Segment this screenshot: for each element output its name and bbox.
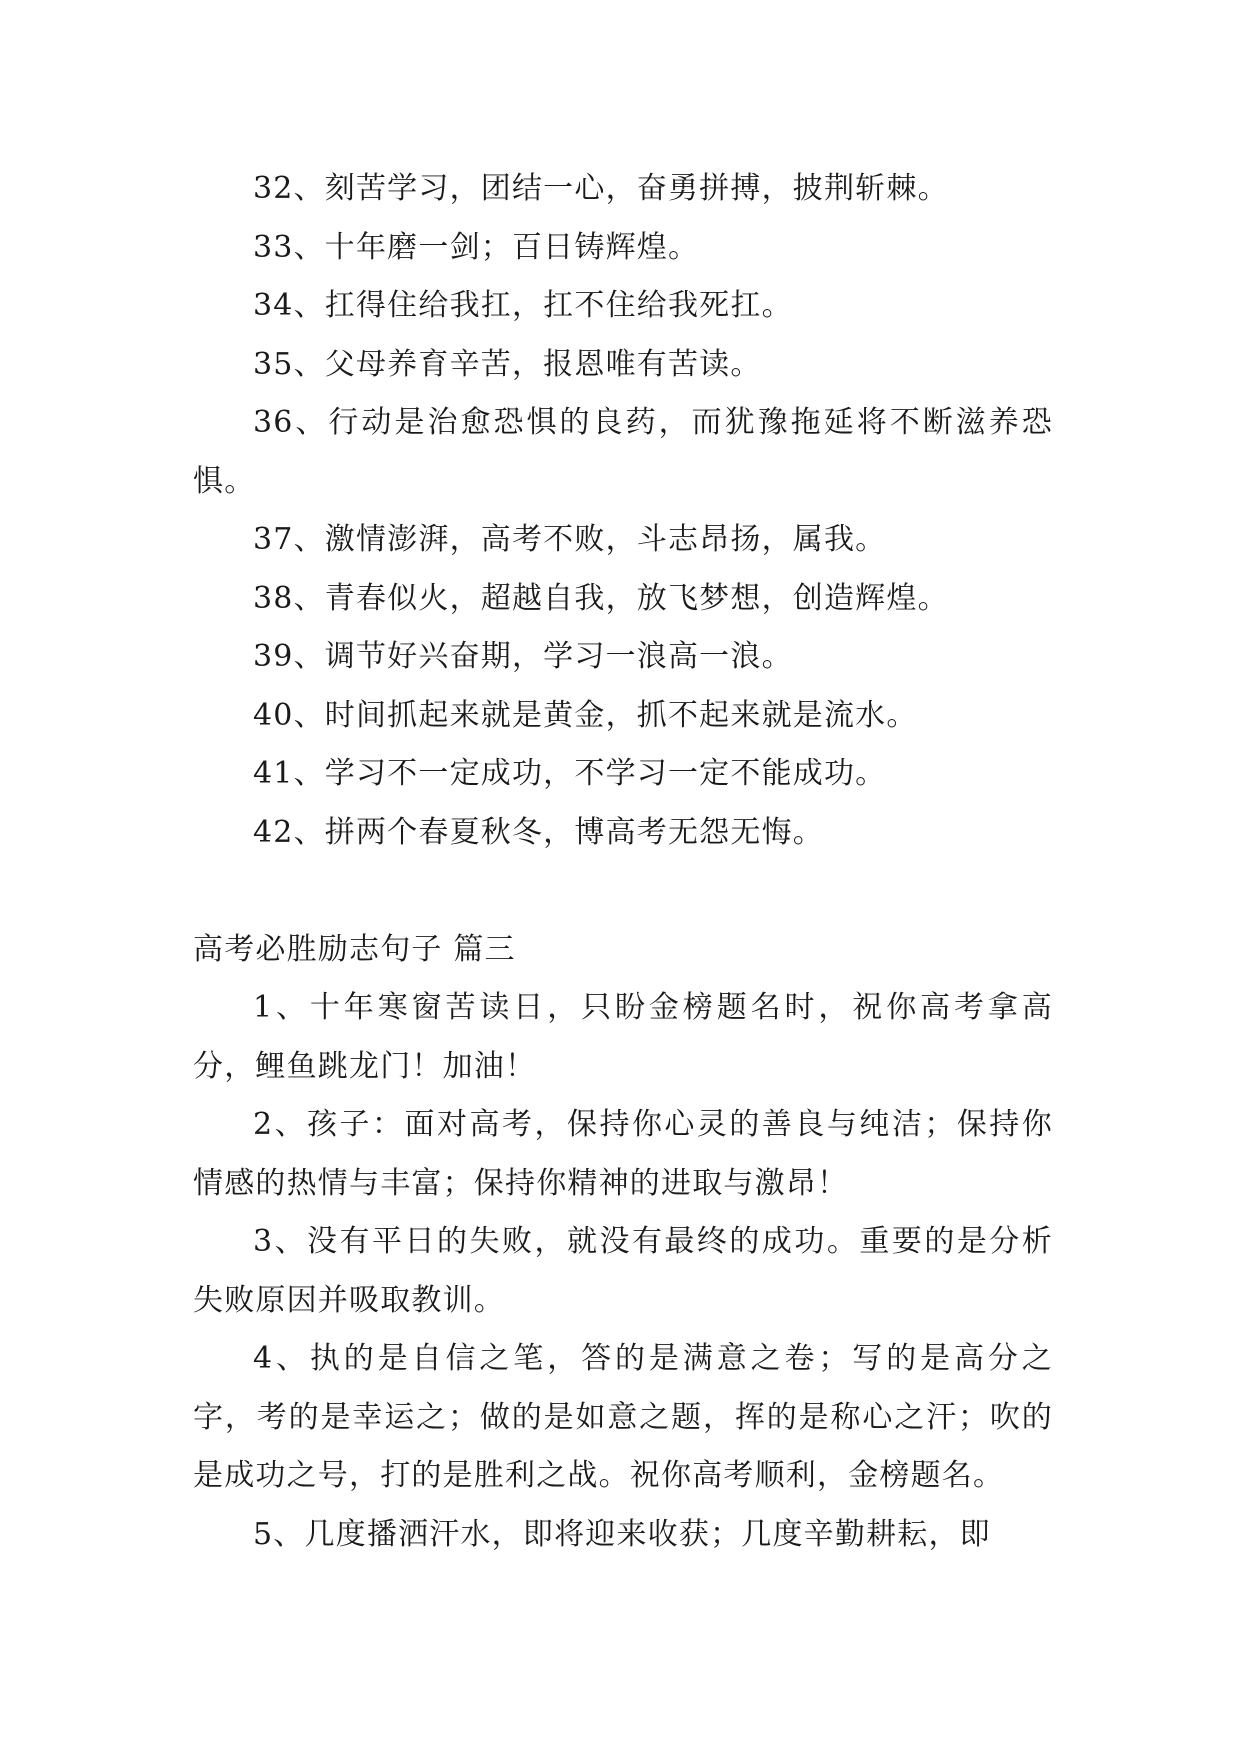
section-heading: 高考必胜励志句子 篇三 xyxy=(193,931,516,967)
paragraph-5: 5、几度播洒汗水，即将迎来收获；几度辛勤耕耘，即 xyxy=(253,1516,991,1552)
paragraph-40: 40、时间抓起来就是黄金，抓不起来就是流水。 xyxy=(253,697,918,733)
paragraph-34: 34、扛得住给我扛，扛不住给我死扛。 xyxy=(253,288,793,323)
paragraph-36: 36、行动是治愈恐惧的良药，而犹豫拖延将不断滋养恐惧。 xyxy=(193,405,1053,499)
paragraph-33: 33、十年磨一剑；百日铸辉煌。 xyxy=(253,229,700,265)
paragraph-35: 35、父母养育辛苦，报恩唯有苦读。 xyxy=(253,346,762,382)
paragraph-4: 4、执的是自信之笔，答的是满意之卷；写的是高分之字，考的是幸运之；做的是如意之题，挥的是称心之汗；吹的是成功之号，打的是胜利之战。祝你高考顺利，金榜题名。 xyxy=(193,1341,1053,1493)
document-body xyxy=(193,160,1053,1564)
paragraph-3: 3、没有平日的失败，就没有最终的成功。重要的是分析失败原因并吸取教训。 xyxy=(193,1224,1053,1318)
paragraph-1: 1、十年寒窗苦读日，只盼金榜题名时，祝你高考拿高分，鲤鱼跳龙门！加油！ xyxy=(193,990,1053,1084)
paragraph-41: 41、学习不一定成功，不学习一定不能成功。 xyxy=(253,756,887,791)
paragraph-2: 2、孩子：面对高考，保持你心灵的善良与纯洁；保持你情感的热情与丰富；保持你精神的进取与激昂！ xyxy=(193,1107,1053,1201)
paragraph-42: 42、拼两个春夏秋冬，博高考无怨无悔。 xyxy=(253,814,824,850)
paragraph-37: 37、激情澎湃，高考不败，斗志昂扬，属我。 xyxy=(253,522,887,557)
paragraph-38: 38、青春似火，超越自我，放飞梦想，创造辉煌。 xyxy=(253,580,949,616)
paragraph-32: 32、刻苦学习，团结一心，奋勇拼搏，披荆斩棘。 xyxy=(253,171,949,206)
section-spacer xyxy=(193,862,1053,921)
paragraph-39: 39、调节好兴奋期，学习一浪高一浪。 xyxy=(253,639,793,674)
